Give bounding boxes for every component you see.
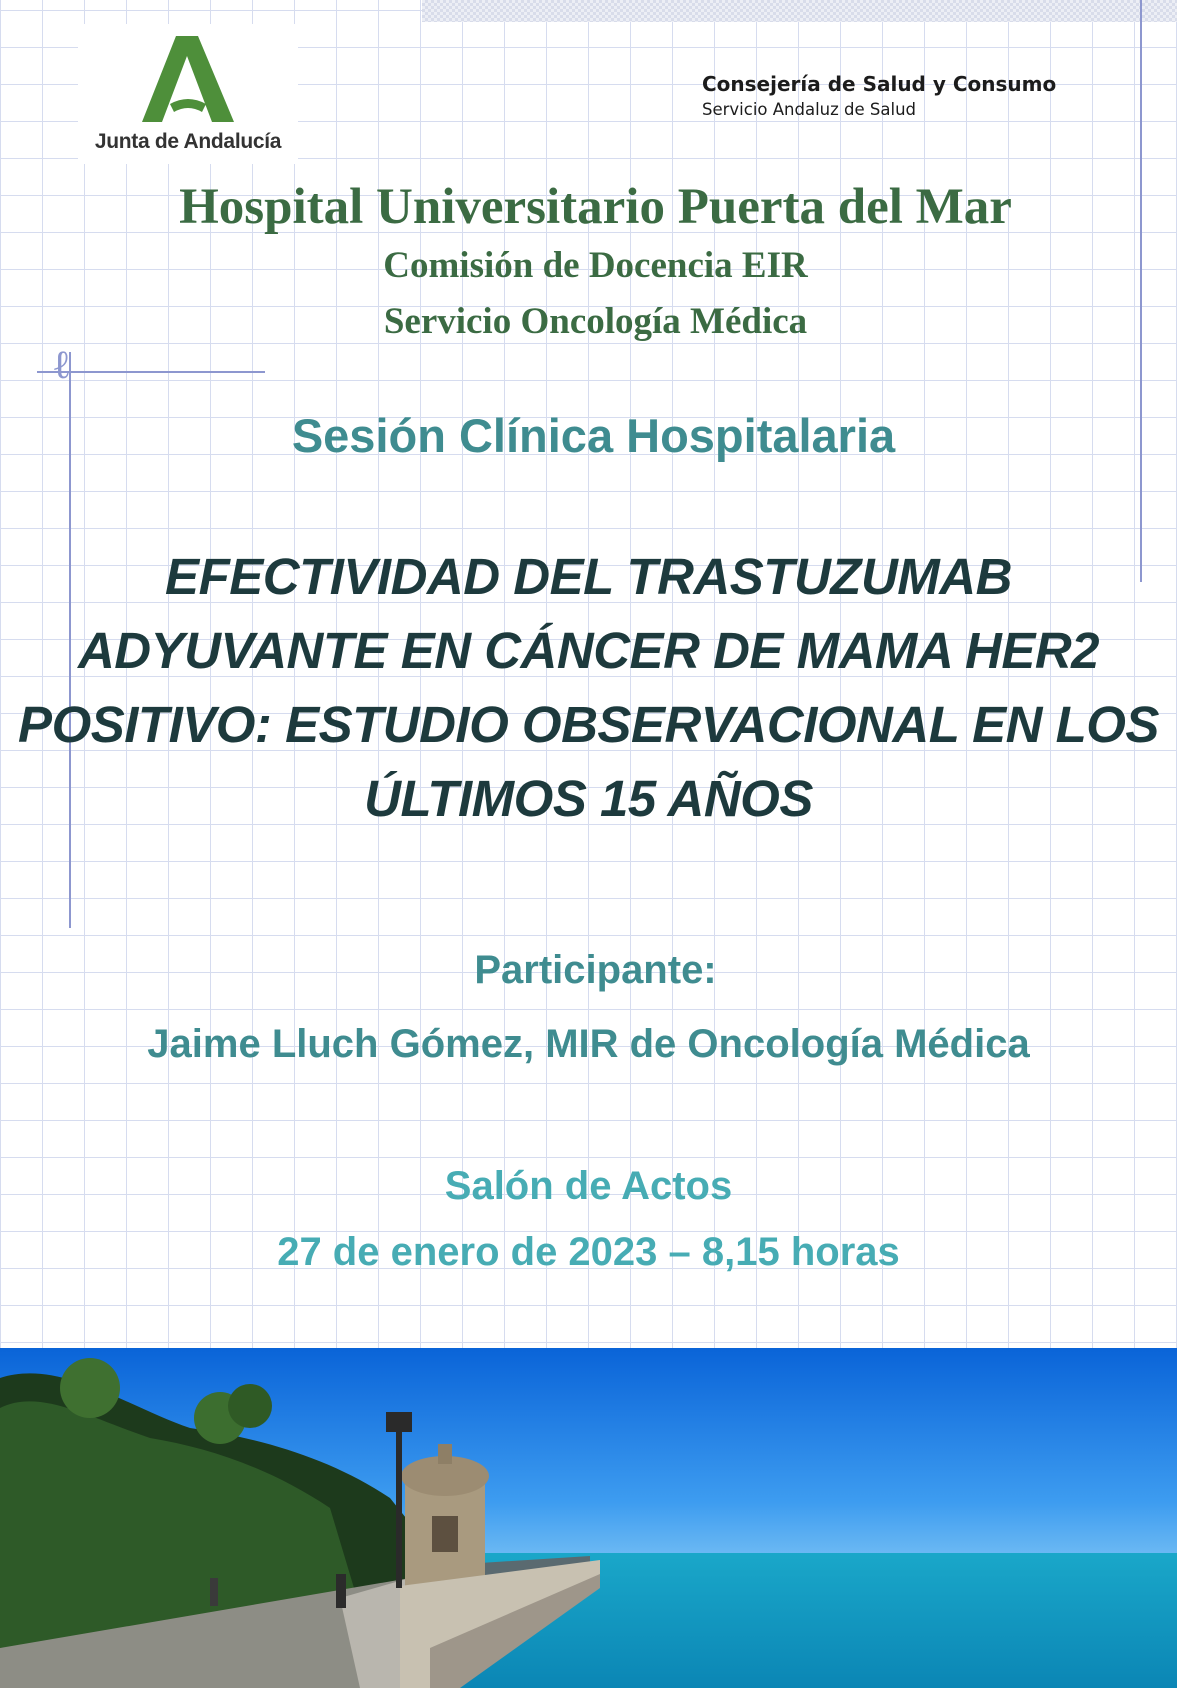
junta-andalucia-logo-icon	[140, 34, 236, 130]
event-datetime: 27 de enero de 2023 – 8,15 horas	[277, 1230, 900, 1274]
participant-label: Participante:	[474, 948, 717, 992]
decorative-horizontal-line-left	[37, 371, 265, 373]
decorative-top-strip	[422, 0, 1177, 22]
junta-andalucia-logo	[78, 24, 298, 164]
consejeria-block	[702, 72, 1082, 119]
event-venue: Salón de Actos	[444, 1164, 733, 1208]
hospital-name: Hospital Universitario Puerta del Mar	[179, 179, 1012, 235]
session-type-heading: Sesión Clínica Hospitalaria	[291, 409, 896, 462]
session-title	[0, 540, 1177, 836]
session-title-line: EFECTIVIDAD DEL TRASTUZUMAB	[165, 548, 1012, 605]
session-title-line: ADYUVANTE EN CÁNCER DE MAMA HER2	[77, 622, 1100, 679]
decorative-vertical-line-right	[1140, 0, 1142, 582]
session-title-line: POSITIVO: ESTUDIO OBSERVACIONAL EN LOS	[18, 696, 1159, 753]
servicio-oncologia: Servicio Oncología Médica	[383, 301, 808, 342]
session-title-line: ÚLTIMOS 15 AÑOS	[364, 770, 813, 827]
logo-text: Junta de Andalucía	[94, 130, 282, 153]
consejeria-title: Consejería de Salud y Consumo	[702, 72, 1057, 96]
participant-name: Jaime Lluch Gómez, MIR de Oncología Médica	[147, 1022, 1030, 1066]
comision-docencia: Comisión de Docencia EIR	[383, 245, 808, 286]
servicio-andaluz-subtitle: Servicio Andaluz de Salud	[702, 100, 917, 119]
decorative-curl-icon: ℓ	[52, 342, 72, 388]
cadiz-seafront-photo	[0, 1348, 1177, 1688]
